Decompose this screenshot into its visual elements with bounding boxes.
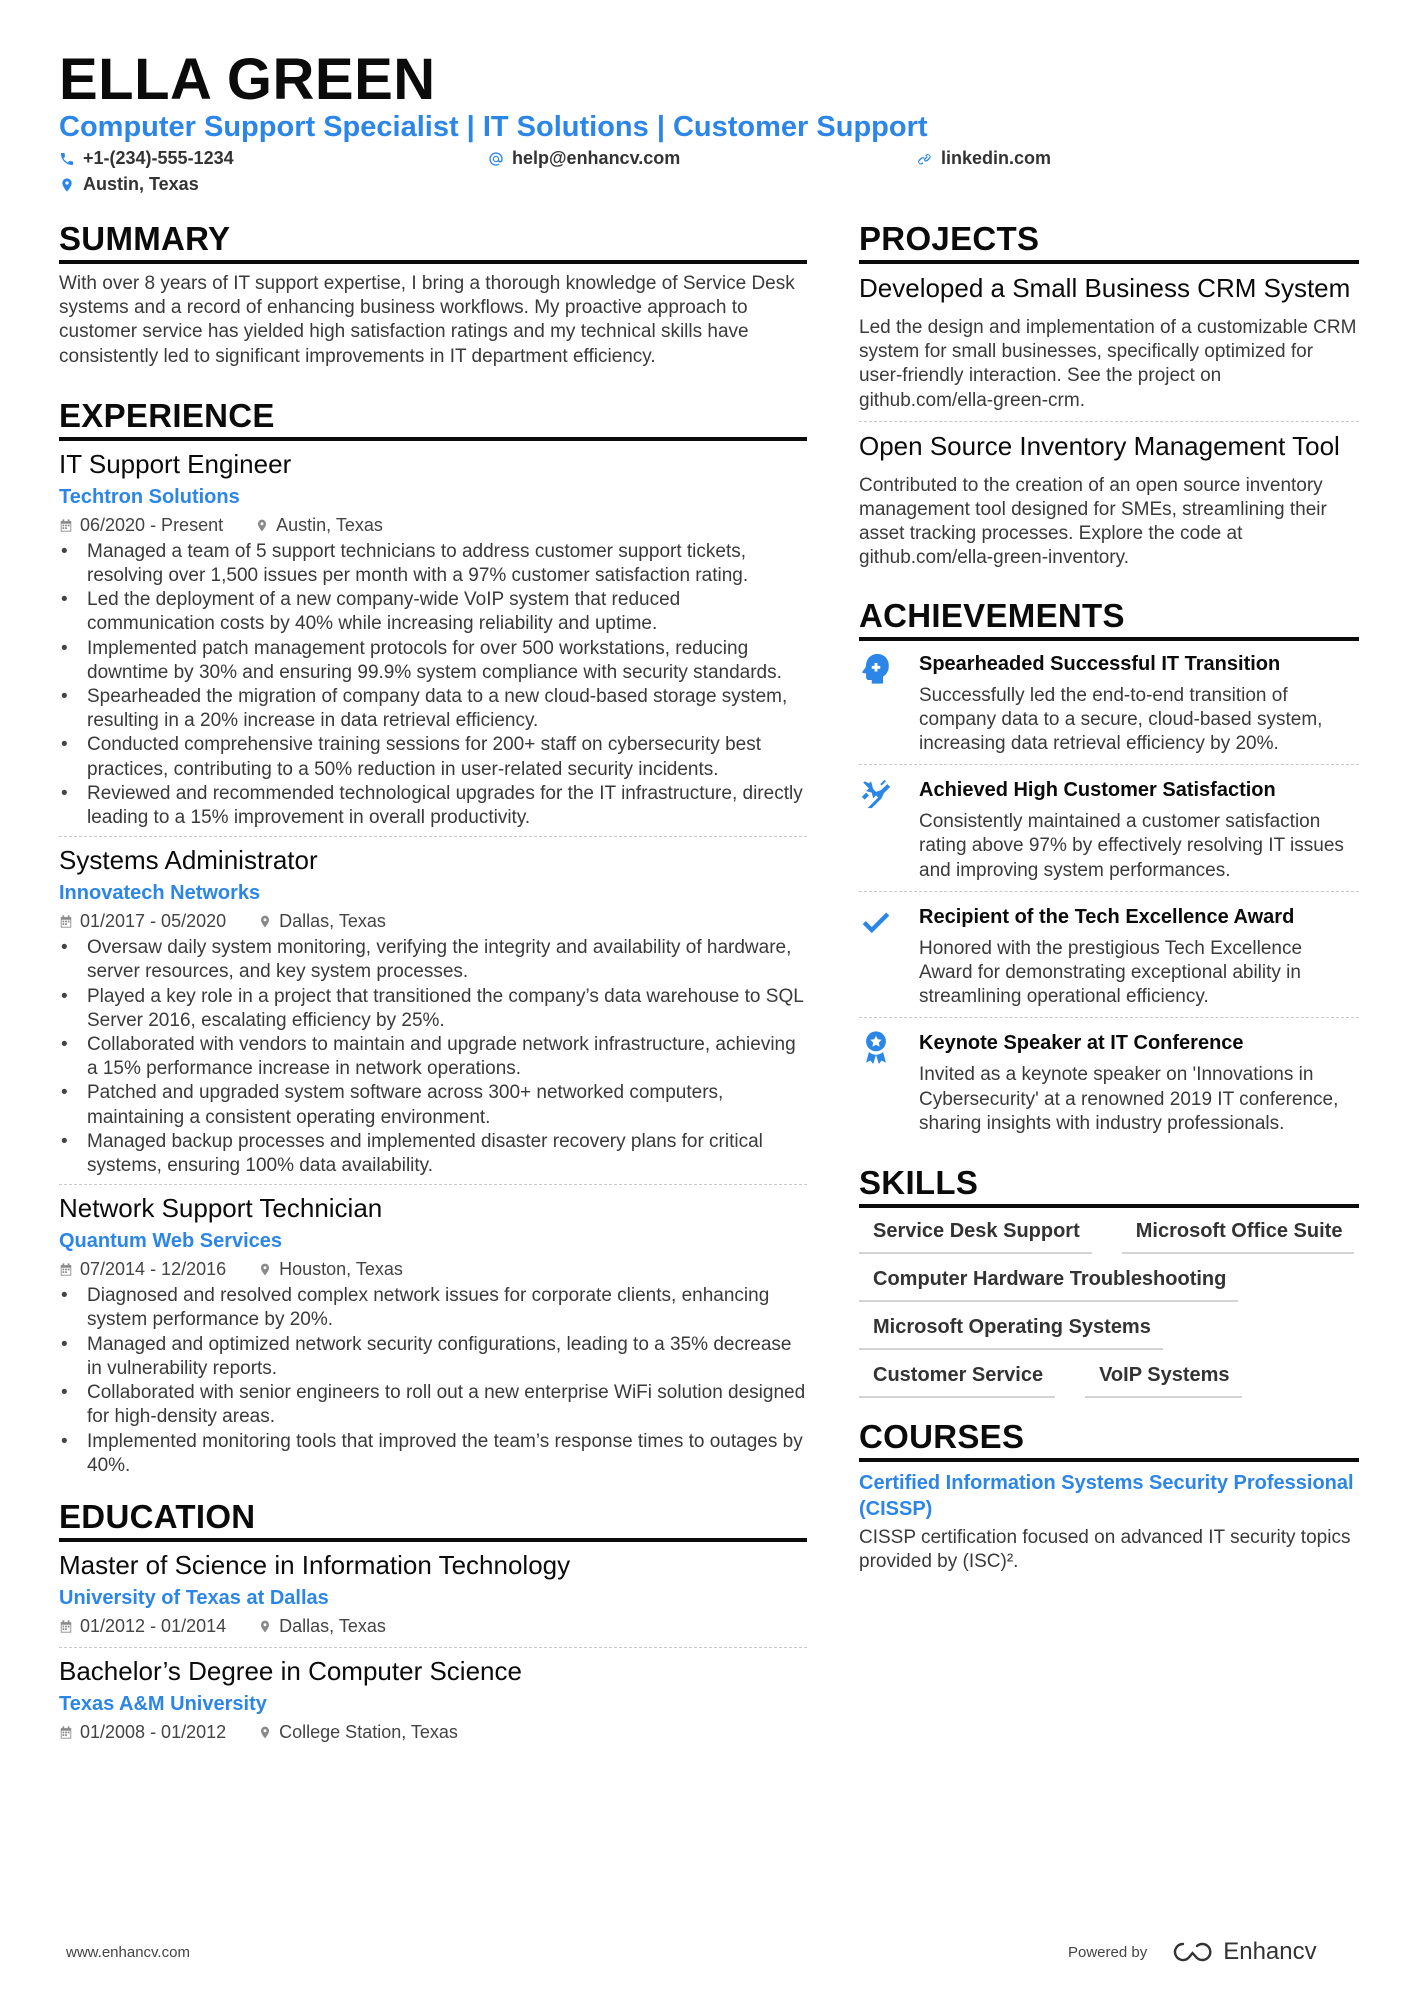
location-pin-icon — [258, 1619, 272, 1634]
brand-name: Enhancv — [1223, 1938, 1317, 1965]
link-icon — [917, 151, 933, 167]
location-pin-icon — [59, 177, 75, 193]
project-entry — [859, 430, 1359, 579]
bullet-item: • Managed a team of 5 support technicians to address customer support tickets, resolving over 1,500 issues per month with a 97% customer satisfaction rating. — [59, 540, 807, 588]
job-title: Network Support Technician — [59, 1193, 383, 1224]
project-title: Open Source Inventory Management Tool — [859, 430, 1340, 461]
job-meta — [59, 1259, 807, 1280]
school-name: Texas A&M University — [59, 1692, 267, 1715]
powered-by-label: Powered by — [1068, 1943, 1148, 1961]
section-title-skills: SKILLS — [859, 1164, 1359, 1208]
bullet-item: • Led the deployment of a new company-wide VoIP system that reduced communication costs by 40% while increasing reliability and uptime. — [59, 588, 807, 636]
summary-text: With over 8 years of IT support expertise, I bring a thorough knowledge of Service Desk systems and a record of enhancing business workflows. My proactive approach to customer service has yielded high satisfaction ratings and my technical skills have consistently led to significant improvements in IT department efficiency. — [59, 273, 795, 367]
job-location: Houston, Texas — [279, 1259, 403, 1280]
section-title-courses: COURSES — [859, 1418, 1359, 1462]
skill-tag: VoIP Systems — [1085, 1364, 1241, 1398]
calendar-icon — [59, 914, 73, 929]
project-text: Led the design and implementation of a customizable CRM system for small businesses, specifically optimized for user-friendly interaction. See the project on github.com/ella-green-crm. — [859, 317, 1357, 411]
achievements-section — [859, 597, 1359, 1144]
email-text: help@enhancv.com — [512, 148, 681, 168]
job-entry — [59, 1193, 807, 1484]
education-meta — [59, 1616, 807, 1637]
bullet-item: • Played a key role in a project that transitioned the company’s data warehouse to SQL Server 2016, escalating efficiency by 25%. — [59, 985, 807, 1033]
education-meta — [59, 1722, 807, 1743]
calendar-icon — [59, 1725, 73, 1740]
contact-phone[interactable] — [59, 148, 234, 169]
bullet-item: • Implemented patch management protocols for over 500 workstations, reducing downtime by 30% and ensuring 99.9% system compliance with security standards. — [59, 637, 807, 685]
brain-head-icon — [859, 651, 893, 685]
job-title: Systems Administrator — [59, 845, 318, 876]
achievement-title: Keynote Speaker at IT Conference — [919, 1032, 1244, 1055]
job-meta — [59, 911, 807, 932]
skill-tag: Service Desk Support — [859, 1220, 1092, 1254]
job-dates: 07/2014 - 12/2016 — [80, 1259, 227, 1280]
job-entry — [59, 845, 807, 1185]
skills-section — [859, 1164, 1359, 1398]
bullet-item: • Oversaw daily system monitoring, verifying the integrity and availability of hardware, server resources, and key system processes. — [59, 936, 807, 984]
tools-icon — [859, 777, 893, 811]
candidate-name: ELLA GREEN — [59, 47, 436, 112]
achievement-entry — [859, 902, 1359, 1019]
right-column — [859, 220, 1359, 1574]
education-entry — [59, 1550, 807, 1648]
projects-section — [859, 220, 1359, 579]
achievement-title: Spearheaded Successful IT Transition — [919, 652, 1281, 675]
phone-icon — [59, 151, 75, 167]
left-column — [59, 220, 807, 1761]
bullet-item: • Collaborated with vendors to maintain and upgrade network infrastructure, achieving a 15% performance increase in network operations. — [59, 1033, 807, 1081]
skill-tag: Customer Service — [859, 1364, 1055, 1398]
location-pin-icon — [255, 518, 269, 533]
calendar-icon — [59, 1619, 73, 1634]
job-bullets — [59, 540, 807, 830]
job-company: Techtron Solutions — [59, 485, 240, 508]
skill-tag: Microsoft Office Suite — [1122, 1220, 1355, 1254]
bullet-item: • Implemented monitoring tools that improved the team’s response times to outages by 40%. — [59, 1430, 807, 1478]
education-section — [59, 1498, 807, 1753]
bullet-item: • Patched and upgraded system software across 300+ networked computers, maintaining a consistent operating environment. — [59, 1081, 807, 1129]
job-title: IT Support Engineer — [59, 448, 292, 479]
degree-title: Bachelor’s Degree in Computer Science — [59, 1655, 522, 1686]
job-location: Dallas, Texas — [279, 911, 386, 932]
location-text: Austin, Texas — [83, 174, 199, 194]
project-text: Contributed to the creation of an open source inventory management tool designed for SMEs, streamlining their asset tracking processes. Explore the code at github.com/ella-green-inventory. — [859, 474, 1327, 569]
bullet-item: • Managed and optimized network security configurations, leading to a 35% decrease in vulnerability reports. — [59, 1333, 807, 1381]
achievement-entry — [859, 1028, 1359, 1144]
education-dates: 01/2008 - 01/2012 — [80, 1721, 227, 1742]
checkmark-icon — [859, 904, 893, 938]
achievement-text: Honored with the prestigious Tech Excellence Award for demonstrating exceptional ability in streamlining operational efficiency. — [919, 937, 1303, 1008]
contact-location — [59, 174, 199, 195]
job-meta — [59, 515, 807, 536]
bullet-item: • Managed backup processes and implemented disaster recovery plans for critical systems, ensuring 100% data availability. — [59, 1130, 807, 1178]
award-ribbon-icon — [859, 1030, 893, 1064]
section-title-achievements: ACHIEVEMENTS — [859, 597, 1359, 641]
bullet-item: • Reviewed and recommended technological upgrades for the IT infrastructure, directly leading to a 15% improvement in overall productivity. — [59, 782, 807, 830]
achievement-text: Consistently maintained a customer satisfaction rating above 97% by effectively resolving IT issues and improving system performances. — [919, 811, 1344, 881]
job-dates: 06/2020 - Present — [80, 514, 224, 535]
job-bullets — [59, 936, 807, 1178]
education-dates: 01/2012 - 01/2014 — [80, 1615, 227, 1636]
bullet-item: • Collaborated with senior engineers to roll out a new enterprise WiFi solution designed for high-density areas. — [59, 1381, 807, 1429]
project-entry — [859, 272, 1359, 422]
job-location: Austin, Texas — [276, 514, 383, 535]
skills-list — [859, 1220, 1359, 1398]
course-text: CISSP certification focused on advanced IT security topics provided by (ISC)². — [859, 1527, 1351, 1573]
location-pin-icon — [258, 914, 272, 929]
job-company: Quantum Web Services — [59, 1230, 283, 1253]
bullet-item: • Conducted comprehensive training sessions for 200+ staff on cybersecurity best practices, contributing to a 50% reduction in user-related security incidents. — [59, 733, 807, 781]
achievement-text: Successfully led the end-to-end transition of company data to a secure, cloud-based system, increasing data retrieval efficiency by 20%. — [919, 684, 1323, 755]
project-title: Developed a Small Business CRM System — [859, 273, 1351, 303]
job-entry — [59, 449, 807, 837]
location-pin-icon — [258, 1262, 272, 1277]
at-icon — [488, 151, 504, 167]
school-name: University of Texas at Dallas — [59, 1586, 329, 1609]
section-title-education: EDUCATION — [59, 1498, 807, 1542]
course-title: Certified Information Systems Security Professional (CISSP) — [859, 1472, 1354, 1521]
section-title-experience: EXPERIENCE — [59, 397, 807, 441]
job-bullets — [59, 1284, 807, 1478]
achievement-entry — [859, 649, 1359, 766]
bullet-item: • Spearheaded the migration of company data to a new cloud-based storage system, resulting in a 20% increase in data retrieval efficiency. — [59, 685, 807, 733]
section-title-projects: PROJECTS — [859, 220, 1359, 264]
headline: Computer Support Specialist | IT Solutions | Customer Support — [59, 111, 928, 143]
skill-tag: Microsoft Operating Systems — [859, 1316, 1163, 1350]
footer-website[interactable]: www.enhancv.com — [66, 1944, 190, 1961]
education-location: College Station, Texas — [279, 1721, 458, 1742]
achievement-text: Invited as a keynote speaker on 'Innovations in Cybersecurity' at a renowned 2019 IT conference, sharing insights with industry professionals. — [919, 1064, 1339, 1134]
education-location: Dallas, Texas — [279, 1615, 386, 1636]
link-text: linkedin.com — [941, 148, 1052, 168]
degree-title: Master of Science in Information Technology — [59, 1549, 571, 1580]
calendar-icon — [59, 518, 73, 533]
skill-tag: Computer Hardware Troubleshooting — [859, 1268, 1238, 1302]
summary-section — [59, 220, 807, 369]
calendar-icon — [59, 1262, 73, 1277]
footer-branding[interactable] — [1068, 1938, 1317, 1966]
contact-email[interactable] — [488, 148, 680, 169]
job-company: Innovatech Networks — [59, 882, 261, 905]
bullet-item: • Diagnosed and resolved complex network issues for corporate clients, enhancing system performance by 20%. — [59, 1284, 807, 1332]
section-title-summary: SUMMARY — [59, 220, 807, 264]
experience-section — [59, 397, 807, 1484]
job-dates: 01/2017 - 05/2020 — [80, 911, 227, 932]
contact-link[interactable] — [917, 148, 1051, 169]
phone-text: +1-(234)-555-1234 — [83, 148, 234, 168]
achievement-entry — [859, 775, 1359, 892]
location-pin-icon — [258, 1725, 272, 1740]
enhancv-logo-icon — [1171, 1941, 1215, 1963]
achievement-title: Achieved High Customer Satisfaction — [919, 779, 1276, 802]
achievement-title: Recipient of the Tech Excellence Award — [919, 905, 1295, 928]
education-entry — [59, 1656, 807, 1753]
courses-section — [859, 1418, 1359, 1574]
